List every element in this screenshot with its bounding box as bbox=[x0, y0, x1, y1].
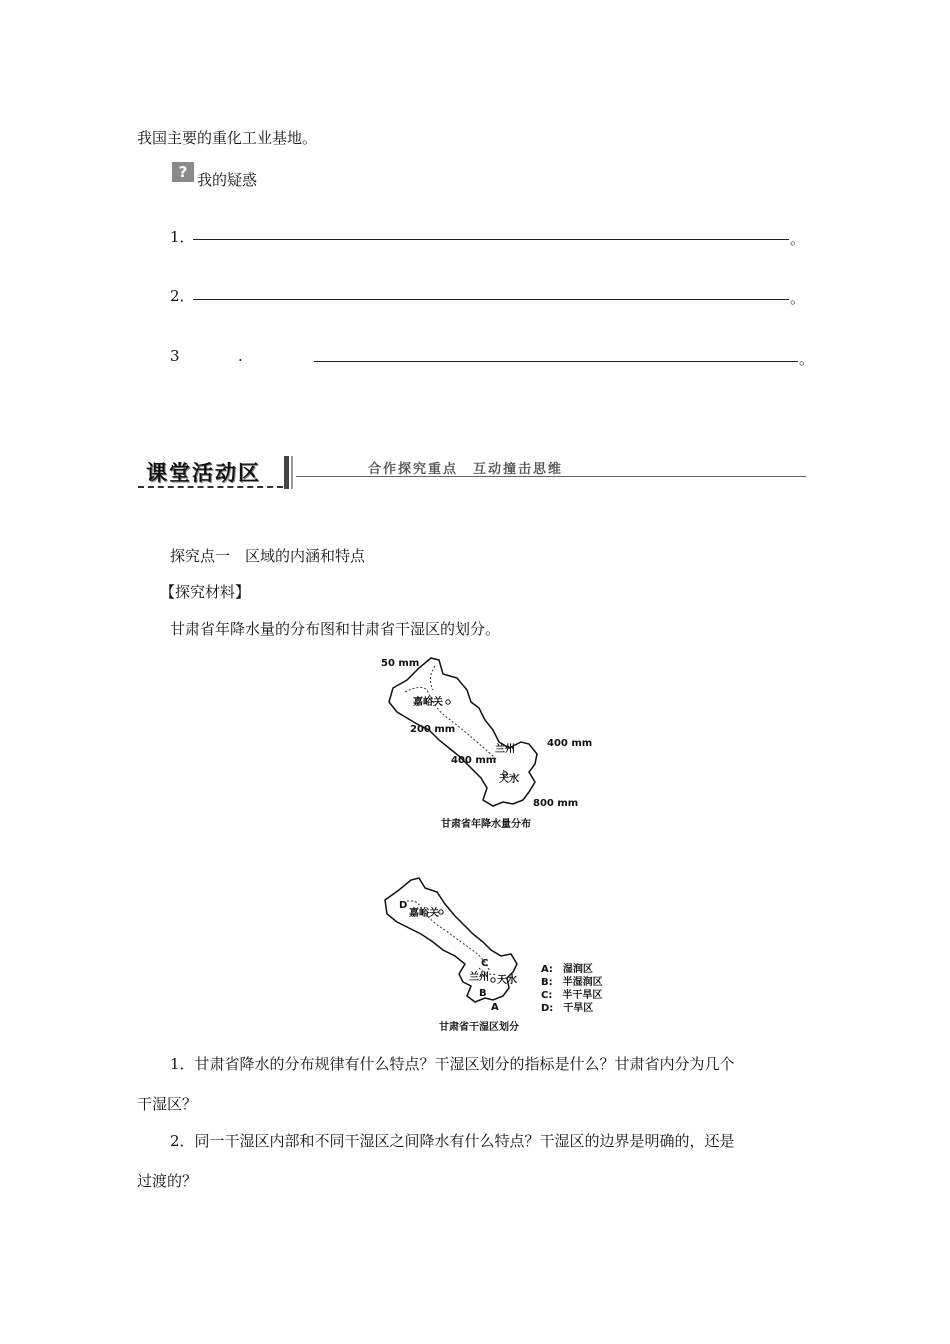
map2-caption: 甘肃省干湿区划分 bbox=[439, 1022, 519, 1033]
label-200mm: 200 mm bbox=[410, 724, 456, 735]
legend-item: A: 湿润区 bbox=[541, 964, 593, 975]
legend-item: D: 干旱区 bbox=[541, 1003, 594, 1014]
doubt-3-answer-line[interactable] bbox=[314, 361, 798, 362]
label-zone-d: D bbox=[399, 900, 408, 911]
dry-wet-zone-map bbox=[375, 872, 615, 1037]
label-zone-a: A bbox=[491, 1002, 499, 1013]
label-800mm: 800 mm bbox=[533, 798, 579, 809]
inquiry-heading: 探究点一 区域的内涵和特点 bbox=[170, 547, 366, 565]
city-marker bbox=[446, 700, 450, 704]
label-lanzhou: 兰州 bbox=[469, 972, 489, 983]
legend-item: B: 半湿润区 bbox=[541, 977, 603, 988]
city-marker bbox=[439, 910, 443, 914]
label-jiayuguan: 嘉峪关 bbox=[409, 908, 439, 919]
label-tianshui: 天水 bbox=[499, 774, 519, 785]
label-400mm-west: 400 mm bbox=[451, 755, 497, 766]
doubt-1-end: 。 bbox=[790, 230, 806, 248]
doubt-3-end: 。 bbox=[799, 350, 815, 368]
label-50mm: 50 mm bbox=[381, 658, 420, 669]
section-title: 课堂活动区 bbox=[146, 461, 261, 485]
label-jiayuguan: 嘉峪关 bbox=[413, 697, 443, 708]
isohyet-line bbox=[430, 666, 435, 690]
label-zone-b: B bbox=[479, 988, 487, 999]
material-label: 【探究材料】 bbox=[160, 583, 251, 601]
label-400mm-east: 400 mm bbox=[547, 738, 593, 749]
question-2-line-2: 过渡的？ bbox=[137, 1172, 198, 1190]
question-2-line-1: 2．同一干湿区内部和不同干湿区之间降水有什么特点？干湿区的边界是明确的，还是 bbox=[170, 1132, 735, 1150]
label-lanzhou: 兰州 bbox=[495, 744, 515, 755]
question-icon: ? bbox=[172, 162, 194, 182]
doubt-2-end: 。 bbox=[790, 289, 806, 307]
doubt-1-number: 1． bbox=[170, 228, 195, 246]
precipitation-map bbox=[375, 650, 615, 850]
material-description: 甘肃省年降水量的分布图和甘肃省干湿区的划分。 bbox=[170, 620, 501, 638]
question-1-line-1: 1．甘肃省降水的分布规律有什么特点？干湿区划分的指标是什么？甘肃省内分为几个 bbox=[170, 1055, 735, 1073]
doubt-1-answer-line[interactable] bbox=[193, 239, 789, 240]
map1-caption: 甘肃省年降水量分布 bbox=[441, 819, 531, 830]
intro-text: 我国主要的重化工业基地。 bbox=[137, 129, 318, 147]
doubt-3-number: 3 bbox=[170, 347, 180, 365]
doubt-2-answer-line[interactable] bbox=[193, 299, 789, 300]
legend-item: C: 半干旱区 bbox=[541, 990, 603, 1001]
question-1-line-2: 干湿区？ bbox=[137, 1095, 198, 1113]
doubts-title: 我的疑惑 bbox=[197, 171, 258, 189]
label-tianshui: 天水 bbox=[497, 975, 517, 986]
city-marker bbox=[491, 978, 495, 982]
section-subtitle: 合作探究重点 互动撞击思维 bbox=[368, 462, 564, 477]
doubt-2-number: 2． bbox=[170, 287, 195, 305]
section-divider-bar bbox=[284, 456, 289, 489]
section-divider-bar-thin bbox=[291, 456, 293, 489]
doubt-3-dot: . bbox=[238, 347, 243, 365]
section-title-underline bbox=[138, 486, 283, 488]
label-zone-c: C bbox=[481, 958, 489, 969]
